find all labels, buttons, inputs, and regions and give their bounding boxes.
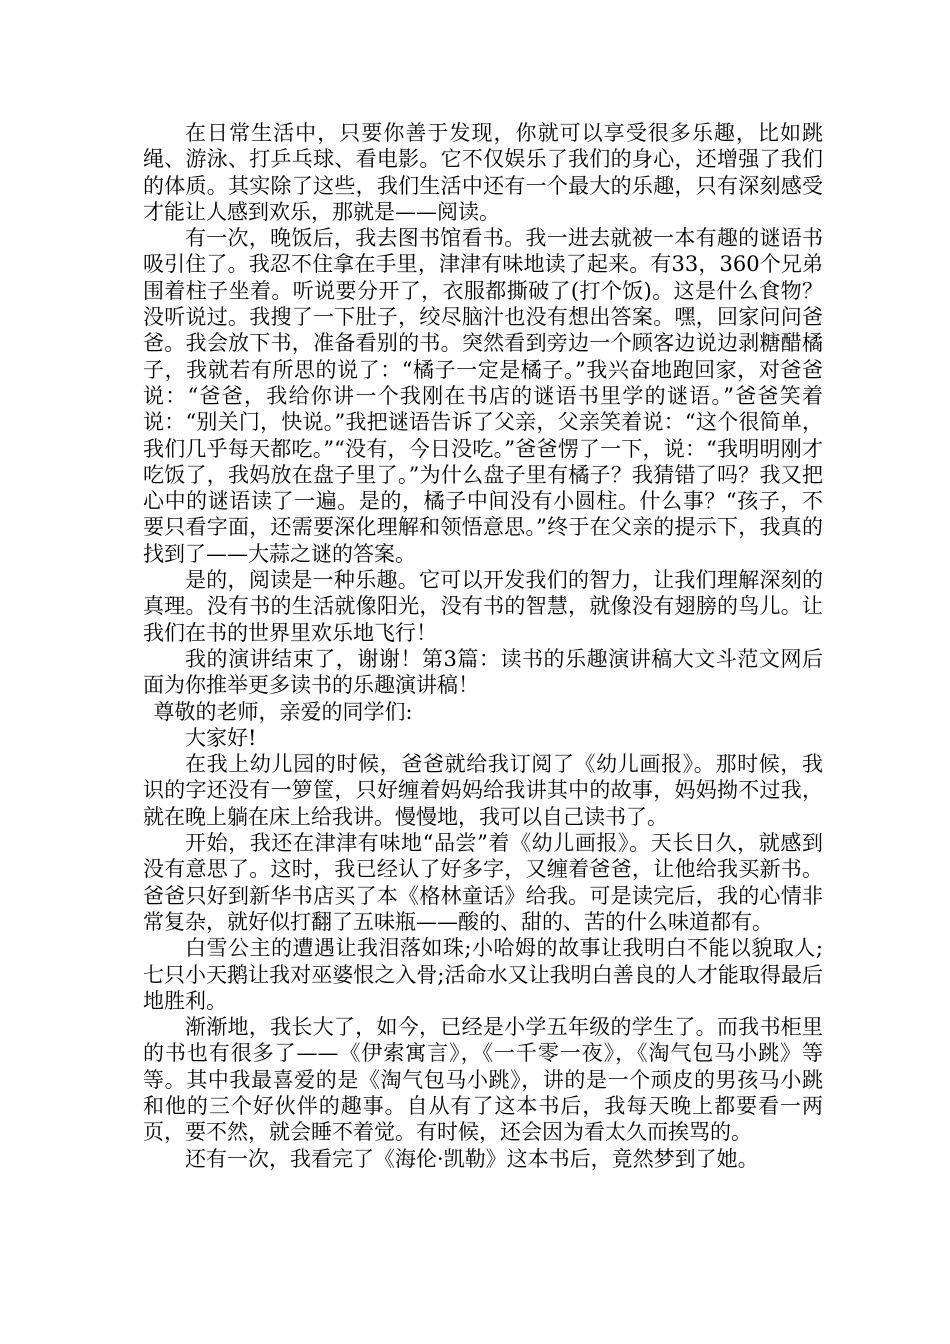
paragraph-kindergarten: 在我上幼儿园的时候，爸爸就给我订阅了《幼儿画报》。那时候，我识的字还没有一箩筐，只好缠着妈妈给我讲其中的故事，妈妈拗不过我，就在晚上躺在床上给我讲。慢慢地，我可以自己读书了。 — [143, 752, 823, 829]
paragraph-new-books: 开始，我还在津津有味地“品尝”着《幼儿画报》。天长日久，就感到没有意思了。这时，我已经认了好多字，又缠着爸爸，让他给我买新书。爸爸只好到新华书店买了本《格林童话》给我。可是读完后，我的心情非常复杂，就好似打翻了五味瓶——酸的、甜的、苦的什么味道都有。 — [143, 831, 823, 934]
paragraph-speech-end: 我的演讲结束了，谢谢！第3篇：读书的乐趣演讲稿大文斗范文网后面为你推举更多读书的乐趣演讲稿！ — [143, 646, 823, 698]
paragraph-growing-up: 渐渐地，我长大了，如今，已经是小学五年级的学生了。而我书柜里的书也有很多了——《伊索寓言》，《一千零一夜》，《淘气包马小跳》等等。其中我最喜爱的是《淘气包马小跳》，讲的是一个顽皮的男孩马小跳和他的三个好伙伴的趣事。自从有了这本书后，我每天晚上都要看一两页，要不然，就会睡不着觉。有时候，还会因为看太久而挨骂的。 — [143, 1015, 823, 1145]
paragraph-greeting: 大家好! — [185, 725, 257, 750]
paragraph-helen-keller: 还有一次，我看完了《海伦·凯勒》这本书后，竟然梦到了她。 — [185, 1146, 759, 1171]
paragraph-reading-joy: 是的，阅读是一种乐趣。它可以开发我们的智力，让我们理解深刻的真理。没有书的生活就像阳光，没有书的智慧，就像没有翅膀的鸟儿。让我们在书的世界里欢乐地飞行！ — [143, 568, 823, 645]
paragraph-fairy-tales: 白雪公主的遭遇让我泪落如珠;小哈姆的故事让我明白不能以貌取人;七只小天鹅让我对巫婆恨之入骨;活命水又让我明白善良的人才能取得最后地胜利。 — [143, 936, 823, 1013]
document-body — [143, 120, 823, 1172]
paragraph-intro: 在日常生活中，只要你善于发现，你就可以享受很多乐趣，比如跳绳、游泳、打乒乓球、看电影。它不仅娱乐了我们的身心，还增强了我们的体质。其实除了这些，我们生活中还有一个最大的乐趣，只有深刻感受才能让人感到欢乐，那就是——阅读。 — [143, 121, 823, 224]
paragraph-riddle-story: 有一次，晚饭后，我去图书馆看书。我一进去就被一本有趣的谜语书吸引住了。我忍不住拿在手里，津津有味地读了起来。有33，360个兄弟围着柱子坐着。听说要分开了，衣服都撕破了(打个饭)。这是什么食物？没听说过。我搜了一下肚子，绞尽脑汁也没有想出答案。嘿，回家问问爸爸。我会放下书，准备看别的书。突然看到旁边一个顾客边说边剥糖醋橘子，我就若有所思的说了：“橘子一定是橘子。”我兴奋地跑回家，对爸爸说：“爸爸，我给你讲一个我刚在书店的谜语书里学的谜语。”爸爸笑着说：“别关门，快说。”我把谜语告诉了父亲，父亲笑着说：“这个很简单，我们几乎每天都吃。”“没有，今日没吃。”爸爸愣了一下，说：“我明明刚才吃饭了，我妈放在盘子里了。”为什么盘子里有橘子？我猜错了吗？我又把心中的谜语读了一遍。是的，橘子中间没有小圆柱。什么事？“孩子，不要只看字面，还需要深化理解和领悟意思。”终于在父亲的提示下，我真的找到了——大蒜之谜的答案。 — [143, 226, 823, 566]
paragraph-salutation: 尊敬的老师，亲爱的同学们: — [153, 699, 413, 724]
